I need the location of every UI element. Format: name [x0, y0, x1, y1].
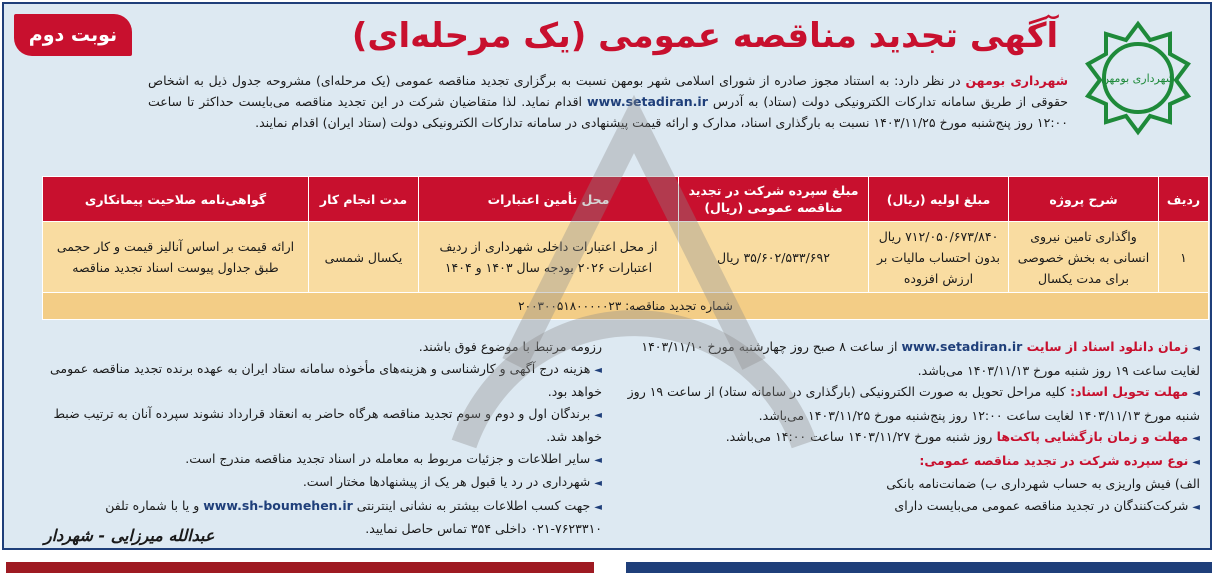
list-item: ◄شرکت‌کنندگان در تجدید مناقصه عمومی می‌بایست دارای	[894, 497, 1200, 513]
cell-row-number: ۱	[1159, 222, 1209, 293]
list-item: ◄برندگان اول و دوم و سوم تجدید مناقصه هرگاه حاضر به انعقاد قرارداد نشوند سپرده آنان به ترتیب ضبط خواهد شد.	[53, 405, 602, 444]
header-deposit-amount: مبلغ سپرده شرکت در تجدید مناقصه عمومی (ریال)	[679, 177, 869, 222]
advertisement-frame	[2, 2, 1212, 550]
list-item: ◄هزینه درج آگهی و کارشناسی و هزینه‌های مأخوذه سامانه ستاد ایران به عهده برنده تجدید مناقصه عمومی خواهد بود.	[49, 360, 602, 399]
triangle-bullet-icon: ◄	[594, 478, 602, 489]
triangle-bullet-icon: ◄	[1192, 388, 1200, 399]
cell-initial-amount: ۷۱۲/۰۵۰/۶۷۳/۸۴۰ ریال بدون احتساب مالیات بر ارزش افزوده	[869, 222, 1009, 293]
header-funding-source: محل تأمین اعتبارات	[419, 177, 679, 222]
triangle-bullet-icon: ◄	[1192, 456, 1200, 468]
triangle-bullet-icon: ◄	[594, 501, 602, 513]
round-badge: نوبت دوم	[14, 14, 132, 56]
cell-certificate: ارائه قیمت بر اساس آنالیز قیمت و کار حجمی طبق جداول پیوست اسناد تجدید مناقصه	[43, 222, 309, 293]
bottom-bar-right	[626, 562, 1212, 573]
header-project-description: شرح پروژه	[1009, 177, 1159, 222]
list-item: الف) فیش واریزی به حساب شهرداری ب) ضمانت‌نامه بانکی	[886, 476, 1200, 491]
table-header-row	[43, 177, 1209, 222]
setad-url-link[interactable]: www.setadiran.ir	[901, 339, 1023, 354]
list-item: ◄جهت کسب اطلاعات بیشتر به نشانی اینترنتی www.sh-boumehen.ir و یا با شماره تلفن ۷۶۲۳۳۱۰-۰۲۱ داخلی ۳۵۴ تماس حاصل نمایید.	[105, 497, 602, 536]
intro-url-link[interactable]: www.setadiran.ir	[587, 94, 708, 109]
table-row	[43, 222, 1209, 293]
list-item: رزومه مرتبط با موضوع فوق باشند.	[418, 339, 602, 354]
logo-text: شهرداری بومهن	[1101, 72, 1175, 85]
cell-duration: یکسال شمسی	[309, 222, 419, 293]
header-duration: مدت انجام کار	[309, 177, 419, 222]
triangle-bullet-icon: ◄	[1192, 433, 1200, 444]
triangle-bullet-icon: ◄	[594, 364, 602, 376]
header-initial-amount: مبلغ اولیه (ریال)	[869, 177, 1009, 222]
municipality-logo	[1078, 18, 1198, 138]
intro-org: شهرداری بومهن	[965, 73, 1068, 88]
list-item: ◄نوع سپرده شرکت در تجدید مناقصه عمومی:	[919, 452, 1200, 468]
triangle-bullet-icon: ◄	[594, 409, 602, 421]
conditions-right-column	[620, 336, 1200, 518]
list-item: ◄شهرداری در رد یا قبول هر یک از پیشنهادها مختار است.	[302, 474, 602, 489]
header-row-number: ردیف	[1159, 177, 1209, 222]
mayor-signature: عبدالله میرزایی - شهردار	[44, 526, 215, 545]
intro-paragraph	[148, 70, 1068, 133]
triangle-bullet-icon: ◄	[1192, 501, 1200, 513]
header-certificate: گواهی‌نامه صلاحیت پیمانکاری	[43, 177, 309, 222]
tender-number-row	[43, 293, 1209, 320]
page-title: آگهی تجدید مناقصه عمومی (یک مرحله‌ای)	[351, 16, 1059, 56]
tender-table	[42, 176, 1209, 320]
tender-number: شماره تجدید مناقصه: ۲۰۰۳۰۰۵۱۸۰۰۰۰۰۲۳	[43, 293, 1209, 320]
cell-project-description: واگذاری تامین نیروی انسانی به بخش خصوصی برای مدت یکسال	[1009, 222, 1159, 293]
list-item: ◄مهلت و زمان بازگشایی پاکت‌ها روز شنبه مورخ ۱۴۰۳/۱۱/۲۷ ساعت ۱۴:۰۰ می‌باشد.	[725, 429, 1200, 444]
triangle-bullet-icon: ◄	[1192, 343, 1200, 354]
cell-deposit-amount: ۳۵/۶۰۲/۵۳۳/۶۹۲ ریال	[679, 222, 869, 293]
list-item: ◄زمان دانلود اسناد از سایت www.setadiran.ir از ساعت ۸ صبح روز چهارشنبه مورخ ۱۴۰۳/۱۱/۱۰ لغایت ساعت ۱۹ روز شنبه مورخ ۱۴۰۳/۱۱/۱۳ می‌باشد.	[641, 339, 1200, 378]
list-item: ◄مهلت تحویل اسناد: کلیه مراحل تحویل به صورت الکترونیکی (بارگذاری در سامانه ستاد) از ساعت ۱۹ روز شنبه مورخ ۱۴۰۳/۱۱/۱۳ لغایت ساعت ۱۲:۰۰ روز پنج‌شنبه مورخ ۱۴۰۳/۱۱/۲۵ می‌باشد.	[627, 384, 1200, 423]
municipality-url-link[interactable]: www.sh-boumehen.ir	[203, 497, 353, 513]
list-item: ◄سایر اطلاعات و جزئیات مربوط به معامله در اسناد تجدید مناقصه مندرج است.	[185, 450, 602, 466]
triangle-bullet-icon: ◄	[594, 454, 602, 466]
cell-funding-source: از محل اعتبارات داخلی شهرداری از ردیف اعتبارات ۲۰۲۶ بودجه سال ۱۴۰۳ و ۱۴۰۴	[419, 222, 679, 293]
intro-text-1: در نظر دارد: به استناد مجوز صادره از شورای اسلامی شهر بومهن نسبت به برگزاری تجدید مناقصه عمومی (یک مرحله‌ای) مشروحه جدول ذیل به اشخاص حقوقی از طریق سامانه تدارکات الکترونیکی دولت (ستاد) به آدرس	[148, 73, 1068, 109]
conditions-left-column	[42, 336, 602, 540]
bottom-bar-left	[6, 562, 594, 573]
intro-text-2: اقدام نماید. لذا متقاضیان شرکت در این تجدید مناقصه می‌بایست حداکثر تا ساعت ۱۲:۰۰ روز پنج‌شنبه مورخ ۱۴۰۳/۱۱/۲۵ نسبت به بارگذاری اسناد، مدارک و ارائه قیمت پیشنهادی در سامانه تدارکات الکترونیکی دولت (ستاد ایران) اقدام نمایند.	[148, 94, 1068, 130]
